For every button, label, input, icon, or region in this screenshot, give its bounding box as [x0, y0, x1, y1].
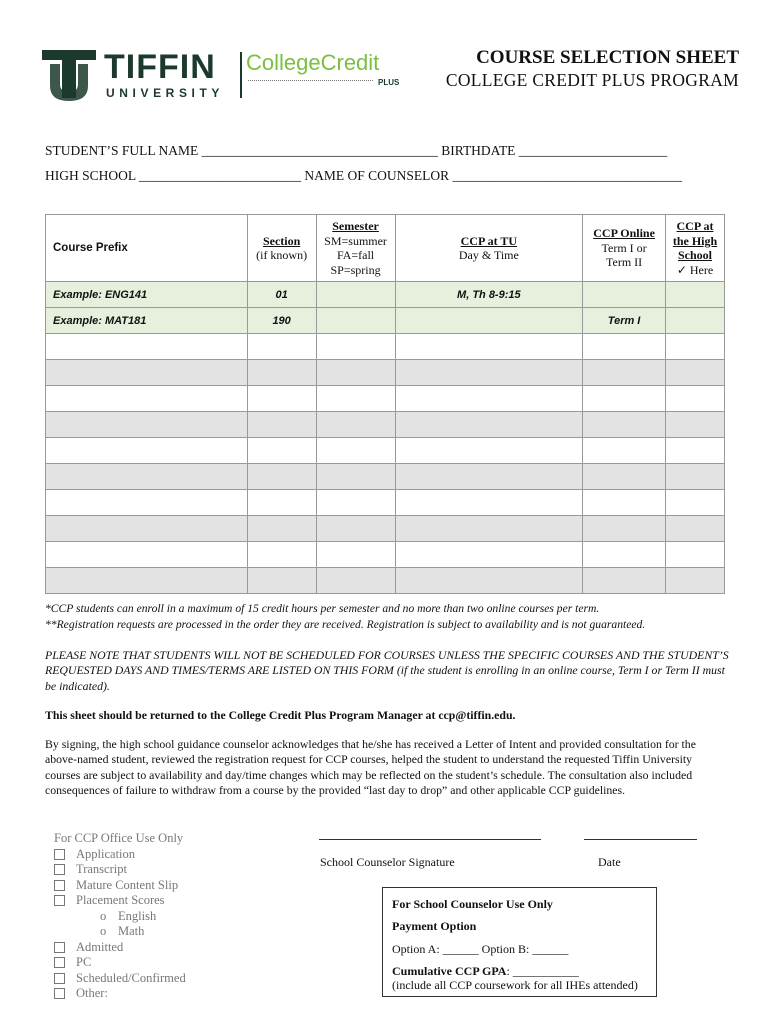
- course-entry-cell[interactable]: [46, 412, 248, 438]
- course-entry-row[interactable]: [46, 542, 725, 568]
- course-entry-cell[interactable]: [46, 464, 248, 490]
- example-semester: [316, 308, 395, 334]
- date-label: Date: [598, 855, 621, 869]
- course-entry-cell[interactable]: [395, 516, 583, 542]
- course-entry-cell[interactable]: [395, 568, 583, 594]
- course-entry-cell[interactable]: [316, 412, 395, 438]
- example-semester: [316, 282, 395, 308]
- checklist-item[interactable]: Scheduled/Confirmed: [54, 971, 186, 987]
- payment-options[interactable]: Option A: ______ Option B: ______: [392, 942, 569, 956]
- course-entry-row[interactable]: [46, 412, 725, 438]
- course-entry-cell[interactable]: [395, 490, 583, 516]
- office-use-title: For CCP Office Use Only: [54, 831, 184, 845]
- course-entry-cell[interactable]: [316, 542, 395, 568]
- example-row: [46, 308, 725, 334]
- section-header: Section (if known): [247, 215, 316, 282]
- course-entry-cell[interactable]: [666, 568, 725, 594]
- course-entry-cell[interactable]: [247, 412, 316, 438]
- course-entry-cell[interactable]: [666, 438, 725, 464]
- date-line[interactable]: [584, 839, 697, 840]
- note-credit-limit: *CCP students can enroll in a maximum of 15 credit hours per semester and no more than two online courses per term.: [45, 602, 600, 615]
- course-entry-cell[interactable]: [395, 412, 583, 438]
- course-entry-cell[interactable]: [247, 516, 316, 542]
- student-name-birthdate-line[interactable]: STUDENT’S FULL NAME ___________________________________ BIRTHDATE ______________________: [45, 143, 668, 158]
- college-credit-logo: CollegeCredit: [246, 50, 380, 75]
- course-entry-cell[interactable]: [247, 334, 316, 360]
- course-entry-cell[interactable]: [666, 516, 725, 542]
- counselor-box-title: For School Counselor Use Only: [392, 897, 553, 911]
- course-prefix-header: Course Prefix: [46, 215, 248, 282]
- course-entry-cell[interactable]: [46, 490, 248, 516]
- course-selection-table: [45, 214, 725, 594]
- course-entry-cell[interactable]: [316, 360, 395, 386]
- logo-divider: [240, 52, 242, 98]
- counselor-use-box: [382, 887, 657, 997]
- course-entry-cell[interactable]: [583, 464, 666, 490]
- course-entry-row[interactable]: [46, 334, 725, 360]
- course-entry-cell[interactable]: [395, 386, 583, 412]
- checklist-item[interactable]: Placement Scores: [54, 893, 186, 909]
- page-title: COURSE SELECTION SHEET: [476, 47, 739, 68]
- checkbox-icon[interactable]: [54, 880, 65, 891]
- course-entry-cell[interactable]: [46, 360, 248, 386]
- checkbox-icon[interactable]: [54, 849, 65, 860]
- table-header-row: [46, 215, 725, 282]
- course-entry-cell[interactable]: [666, 360, 725, 386]
- semester-header: Semester SM=summer FA=fall SP=spring: [316, 215, 395, 282]
- example-hs: [666, 282, 725, 308]
- example-section: 01: [247, 282, 316, 308]
- example-row: [46, 282, 725, 308]
- course-entry-cell[interactable]: [247, 386, 316, 412]
- course-entry-cell[interactable]: [395, 360, 583, 386]
- course-entry-cell[interactable]: [46, 334, 248, 360]
- payment-option-label: Payment Option: [392, 919, 477, 933]
- course-entry-cell[interactable]: [666, 464, 725, 490]
- tiffin-wordmark: TIFFIN: [104, 48, 216, 86]
- example-prefix: Example: MAT181: [46, 308, 248, 334]
- counselor-signature-label: School Counselor Signature: [320, 855, 455, 869]
- example-tu: M, Th 8-9:15: [395, 282, 583, 308]
- sub-item: o Math: [100, 924, 145, 938]
- course-entry-row[interactable]: [46, 386, 725, 412]
- course-entry-cell[interactable]: [583, 386, 666, 412]
- checklist-item[interactable]: Admitted: [54, 940, 186, 956]
- ccp-plus-label: PLUS: [378, 78, 400, 87]
- enrollment-notes: [45, 601, 645, 633]
- checkbox-icon[interactable]: [54, 942, 65, 953]
- checklist-item[interactable]: Mature Content Slip: [54, 878, 186, 894]
- course-entry-cell[interactable]: [666, 386, 725, 412]
- course-entry-cell[interactable]: [316, 334, 395, 360]
- course-entry-cell[interactable]: [583, 568, 666, 594]
- checklist-item[interactable]: Application: [54, 847, 186, 863]
- ccp-office-use-section: [54, 831, 186, 1002]
- checkbox-icon[interactable]: [54, 973, 65, 984]
- checklist-item[interactable]: Other:: [54, 986, 186, 1002]
- counselor-signature-line[interactable]: [319, 839, 541, 840]
- scheduling-warning: PLEASE NOTE THAT STUDENTS WILL NOT BE SCHEDULED FOR COURSES UNLESS THE SPECIFIC COURSES AND THE STUDENT’S REQUESTED DAYS AND TIMES/TERMS ARE LISTED ON THIS FORM (if the student is enrolling in an online course, Term I or Term II must be indicated).: [45, 648, 729, 693]
- course-entry-cell[interactable]: [46, 542, 248, 568]
- return-instructions: This sheet should be returned to the College Credit Plus Program Manager at ccp@tiffin.edu.: [45, 708, 516, 722]
- course-entry-cell[interactable]: [583, 438, 666, 464]
- ccp-online-header: CCP Online Term I or Term II: [583, 215, 666, 282]
- example-hs: [666, 308, 725, 334]
- course-entry-cell[interactable]: [395, 438, 583, 464]
- course-entry-cell[interactable]: [666, 334, 725, 360]
- page-subtitle: COLLEGE CREDIT PLUS PROGRAM: [445, 70, 739, 90]
- course-entry-cell[interactable]: [247, 438, 316, 464]
- course-entry-cell[interactable]: [666, 490, 725, 516]
- course-entry-cell[interactable]: [316, 568, 395, 594]
- note-registration-order: **Registration requests are processed in the order they are received. Registration is subject to availability and is not guaranteed.: [45, 618, 646, 631]
- course-entry-row[interactable]: [46, 568, 725, 594]
- course-entry-cell[interactable]: [247, 542, 316, 568]
- course-entry-cell[interactable]: [395, 464, 583, 490]
- checklist-item[interactable]: Transcript: [54, 862, 186, 878]
- course-entry-cell[interactable]: [395, 542, 583, 568]
- example-online: [583, 282, 666, 308]
- ccp-at-tu-header: CCP at TU Day & Time: [395, 215, 583, 282]
- course-entry-cell[interactable]: [316, 516, 395, 542]
- checkbox-icon[interactable]: [54, 957, 65, 968]
- tiffin-tu-logo-icon: [40, 44, 98, 102]
- course-entry-cell[interactable]: [583, 412, 666, 438]
- course-entry-cell[interactable]: [46, 438, 248, 464]
- course-entry-cell[interactable]: [316, 490, 395, 516]
- example-prefix: Example: ENG141: [46, 282, 248, 308]
- example-section: 190: [247, 308, 316, 334]
- course-entry-row[interactable]: [46, 438, 725, 464]
- high-school-counselor-line[interactable]: HIGH SCHOOL ________________________ NAME OF COUNSELOR __________________________________: [45, 168, 683, 183]
- course-entry-cell[interactable]: [583, 516, 666, 542]
- course-entry-cell[interactable]: [583, 542, 666, 568]
- checkbox-icon[interactable]: [54, 895, 65, 906]
- checkbox-icon[interactable]: [54, 864, 65, 875]
- course-entry-cell[interactable]: [247, 360, 316, 386]
- logo-dotted-rule: [248, 80, 373, 81]
- course-entry-cell[interactable]: [46, 516, 248, 542]
- sub-item: o English: [100, 908, 157, 923]
- checkbox-icon[interactable]: [54, 988, 65, 999]
- university-wordmark: UNIVERSITY: [106, 86, 225, 100]
- ccp-high-school-header: CCP at the High School ✓ Here: [666, 215, 725, 282]
- course-entry-cell[interactable]: [316, 464, 395, 490]
- course-entry-cell[interactable]: [583, 360, 666, 386]
- course-entry-cell[interactable]: [46, 568, 248, 594]
- course-entry-cell[interactable]: [46, 386, 248, 412]
- course-entry-row[interactable]: [46, 490, 725, 516]
- checklist-item[interactable]: PC: [54, 955, 186, 971]
- example-tu: [395, 308, 583, 334]
- course-entry-cell[interactable]: [247, 464, 316, 490]
- course-entry-cell[interactable]: [666, 412, 725, 438]
- course-entry-row[interactable]: [46, 464, 725, 490]
- course-entry-row[interactable]: [46, 516, 725, 542]
- course-entry-cell[interactable]: [395, 334, 583, 360]
- course-entry-row[interactable]: [46, 360, 725, 386]
- gpa-note: (include all CCP coursework for all IHEs attended): [392, 978, 638, 992]
- course-entry-cell[interactable]: [247, 568, 316, 594]
- gpa-field[interactable]: Cumulative CCP GPA: ___________: [392, 964, 579, 978]
- course-entry-cell[interactable]: [316, 438, 395, 464]
- course-entry-cell[interactable]: [666, 542, 725, 568]
- example-online: Term I: [583, 308, 666, 334]
- course-entry-cell[interactable]: [583, 334, 666, 360]
- course-entry-cell[interactable]: [247, 490, 316, 516]
- course-entry-cell[interactable]: [316, 386, 395, 412]
- course-entry-cell[interactable]: [583, 490, 666, 516]
- signing-acknowledgement: By signing, the high school guidance counselor acknowledges that he/she has received a Letter of Intent and provided consultation for the above-named student, reviewed the registration request for CCP courses, helped the student to understand the requested Tiffin University courses are subject to availability and day/time changes which may be reflected on the student’s schedule. The consultation also included consequences of failure to withdraw from a course by the provided “last day to drop” and other applicable CCP guidelines.: [45, 737, 696, 797]
